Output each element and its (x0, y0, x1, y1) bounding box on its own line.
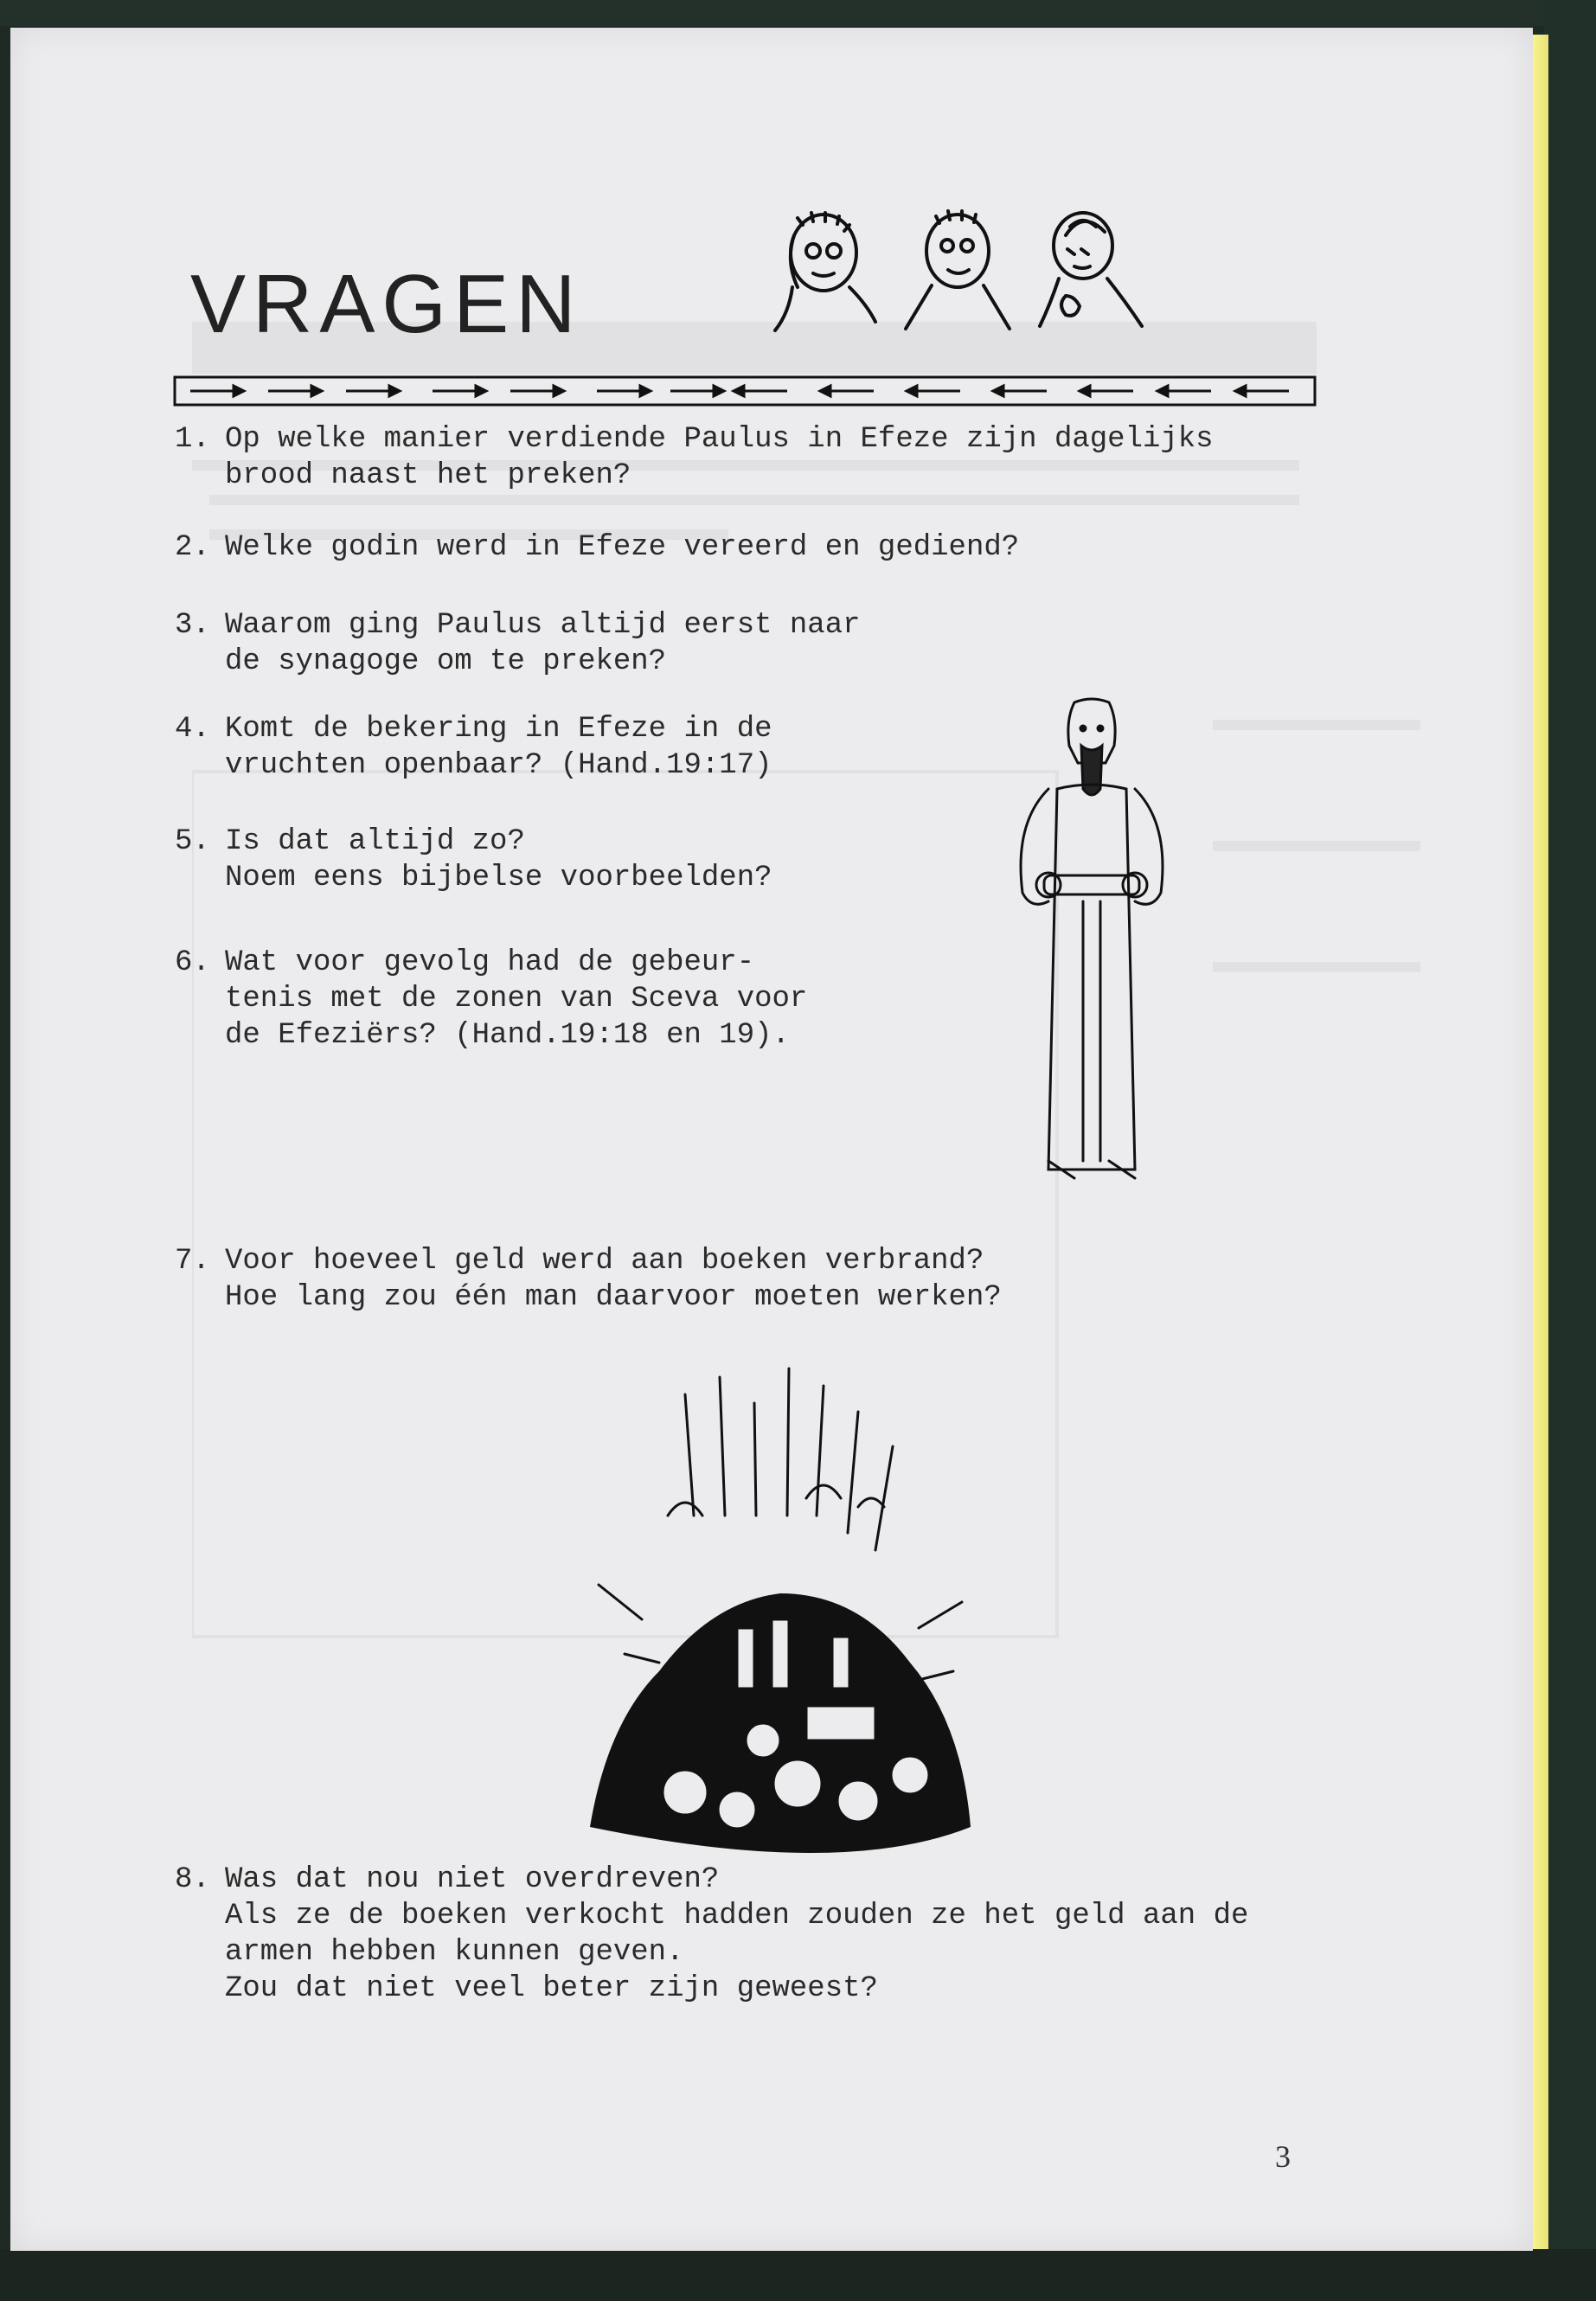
converging-arrows-bar (173, 374, 1317, 408)
question-number: 1. (175, 423, 210, 456)
question-number: 4. (175, 713, 210, 746)
question-number: 3. (175, 609, 210, 642)
question-number: 2. (175, 531, 210, 564)
question-line: Als ze de boeken verkocht hadden zouden ze het geld aan de (225, 1900, 1249, 1932)
question-4 (175, 711, 1368, 784)
question-number: 6. (175, 946, 210, 979)
book-page (10, 28, 1533, 2251)
question-6 (175, 945, 1368, 1054)
question-line: Is dat altijd zo? (225, 825, 525, 858)
question-line: Waarom ging Paulus altijd eerst naar (225, 609, 861, 642)
question-line: Zou dat niet veel beter zijn geweest? (225, 1972, 878, 2005)
question-2 (175, 529, 1368, 566)
three-thinking-faces-icon (772, 201, 1170, 339)
question-line: de Efeziërs? (Hand.19:18 en 19). (225, 1019, 790, 1052)
question-line: tenis met de zonen van Sceva voor (225, 983, 808, 1016)
question-line: vruchten openbaar? (Hand.19:17) (225, 749, 772, 782)
book-cover-bottom (0, 2249, 1596, 2301)
question-line: armen hebben kunnen geven. (225, 1936, 684, 1969)
question-line: Voor hoeveel geld werd aan boeken verbrand? (225, 1245, 984, 1278)
question-number: 7. (175, 1245, 210, 1278)
question-5 (175, 824, 1368, 896)
question-line: Was dat nou niet overdreven? (225, 1863, 720, 1896)
question-line: Noem eens bijbelse voorbeelden? (225, 862, 772, 894)
question-number: 8. (175, 1863, 210, 1896)
question-line: Wat voor gevolg had de gebeur- (225, 946, 755, 979)
question-line: Welke godin werd in Efeze vereerd en gediend? (225, 531, 1020, 564)
question-line: brood naast het preken? (225, 459, 631, 492)
page-title: VRAGEN (190, 258, 583, 350)
bearded-man-with-scroll-drawing (997, 694, 1187, 1195)
book-cover-top (0, 0, 1596, 26)
question-line: Komt de bekering in Efeze in de (225, 713, 772, 746)
question-number: 5. (175, 825, 210, 858)
question-line: de synagoge om te preken? (225, 645, 667, 678)
question-7 (175, 1243, 1368, 1316)
question-1 (175, 421, 1368, 494)
burning-books-drawing (547, 1343, 1031, 1913)
question-line: Hoe lang zou één man daarvoor moeten werken? (225, 1281, 1002, 1314)
book-cover-right (1544, 0, 1596, 2301)
page-number: 3 (1275, 2139, 1291, 2174)
question-line: Op welke manier verdiende Paulus in Efeze zijn dagelijks (225, 423, 1214, 456)
question-3 (175, 607, 1368, 680)
